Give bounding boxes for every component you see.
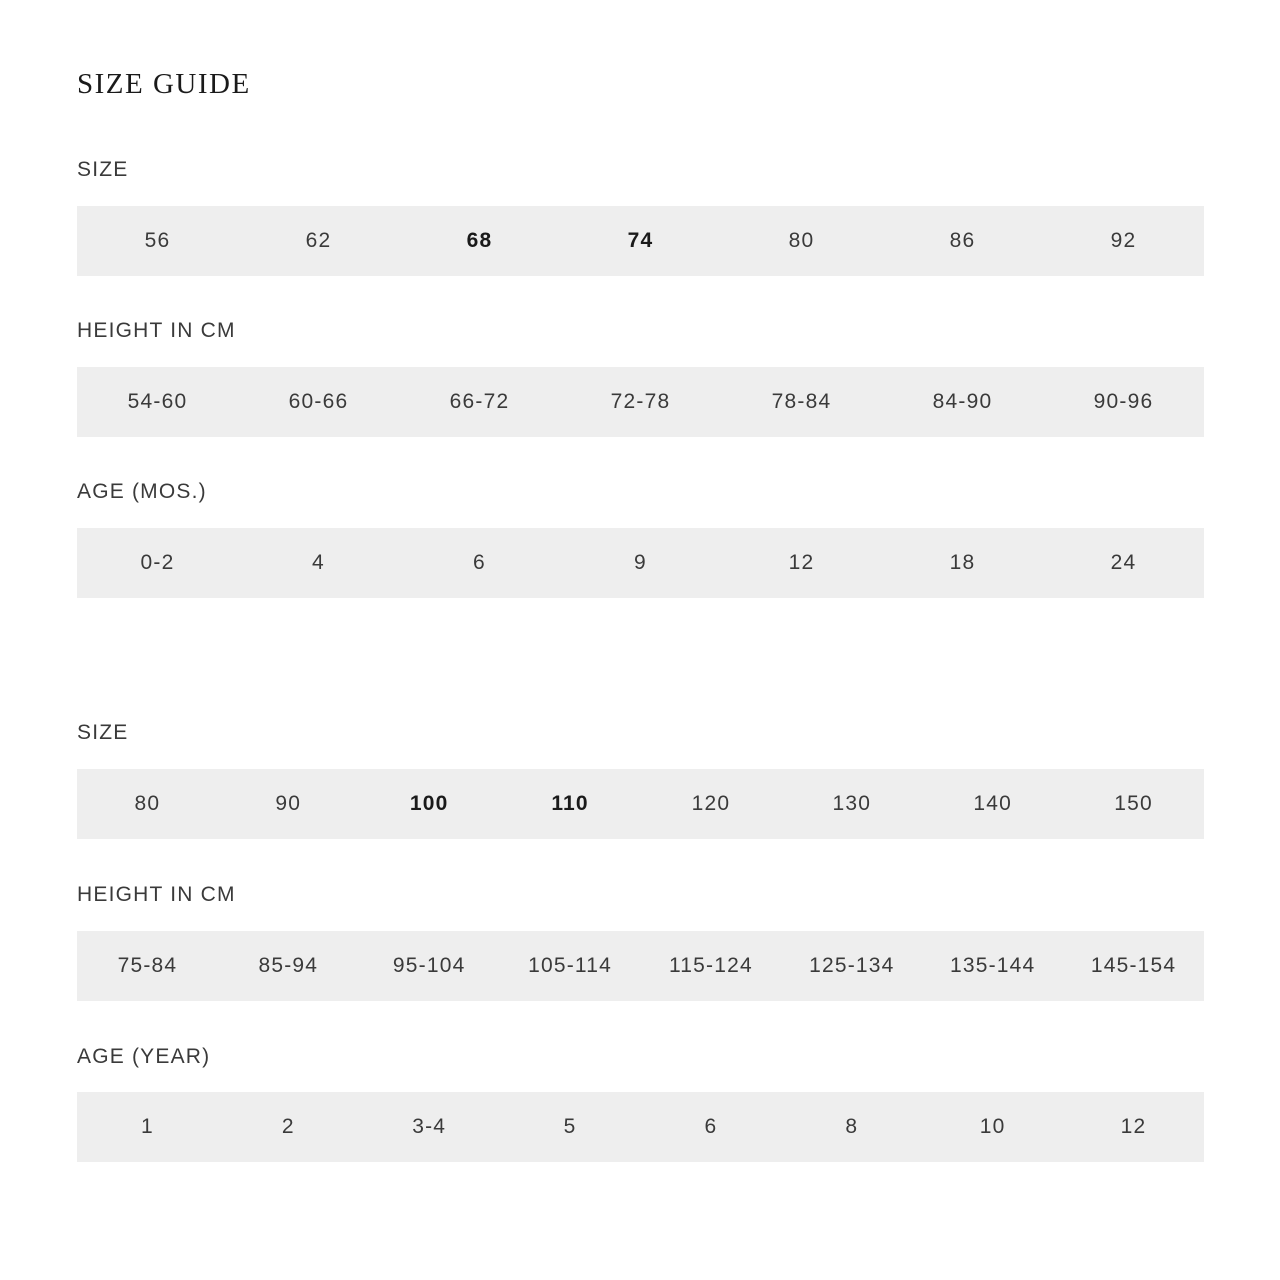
height-cell: 135-144 [949, 954, 1036, 977]
age-cell: 12 [1120, 1115, 1147, 1138]
baby-size-row [77, 206, 1204, 276]
size-cell: 100 [409, 792, 449, 815]
kids-age-label: AGE (YEAR) [77, 1045, 211, 1068]
height-cell: 95-104 [392, 954, 466, 977]
age-cell: 12 [788, 551, 815, 574]
size-cell: 62 [305, 229, 332, 252]
height-cell: 54-60 [127, 390, 188, 413]
height-cell: 115-124 [668, 954, 753, 977]
age-cell: 10 [979, 1115, 1006, 1138]
age-cell: 8 [845, 1115, 859, 1138]
size-cell: 120 [691, 792, 731, 815]
age-cell: 1 [140, 1115, 154, 1138]
baby-age-row [77, 528, 1204, 598]
height-cell: 84-90 [932, 390, 993, 413]
age-cell: 18 [949, 551, 976, 574]
size-cell: 86 [949, 229, 976, 252]
age-cell: 2 [281, 1115, 295, 1138]
age-cell: 0-2 [140, 551, 175, 574]
baby-height-row [77, 367, 1204, 437]
baby-age-label: AGE (MOS.) [77, 480, 207, 503]
age-cell: 6 [704, 1115, 718, 1138]
height-cell: 145-154 [1090, 954, 1177, 977]
size-cell: 90 [275, 792, 302, 815]
kids-age-row [77, 1092, 1204, 1162]
baby-height-label: HEIGHT IN CM [77, 319, 236, 342]
age-cell: 9 [634, 551, 647, 574]
age-cell: 24 [1110, 551, 1137, 574]
kids-height-row [77, 931, 1204, 1001]
size-cell: 74 [627, 229, 654, 252]
kids-size-row [77, 769, 1204, 839]
size-cell: 56 [144, 229, 171, 252]
size-cell: 80 [788, 229, 815, 252]
height-cell: 72-78 [610, 390, 671, 413]
kids-size-label: SIZE [77, 721, 129, 744]
page-title: SIZE GUIDE [77, 68, 251, 100]
age-cell: 3-4 [412, 1115, 447, 1138]
age-cell: 4 [312, 551, 325, 574]
height-cell: 90-96 [1093, 390, 1154, 413]
size-cell: 80 [134, 792, 161, 815]
baby-size-label: SIZE [77, 158, 129, 181]
size-cell: 150 [1114, 792, 1153, 815]
age-cell: 5 [563, 1115, 577, 1138]
size-cell: 140 [973, 792, 1012, 815]
height-cell: 85-94 [258, 954, 319, 977]
height-cell: 66-72 [449, 390, 510, 413]
kids-height-label: HEIGHT IN CM [77, 883, 236, 906]
height-cell: 60-66 [288, 390, 349, 413]
height-cell: 105-114 [528, 954, 613, 977]
size-cell: 110 [551, 792, 589, 815]
size-cell: 68 [466, 229, 493, 252]
size-cell: 92 [1110, 229, 1137, 252]
height-cell: 75-84 [117, 954, 178, 977]
age-cell: 6 [473, 551, 486, 574]
size-cell: 130 [832, 792, 872, 815]
height-cell: 125-134 [809, 954, 895, 977]
height-cell: 78-84 [771, 390, 832, 413]
